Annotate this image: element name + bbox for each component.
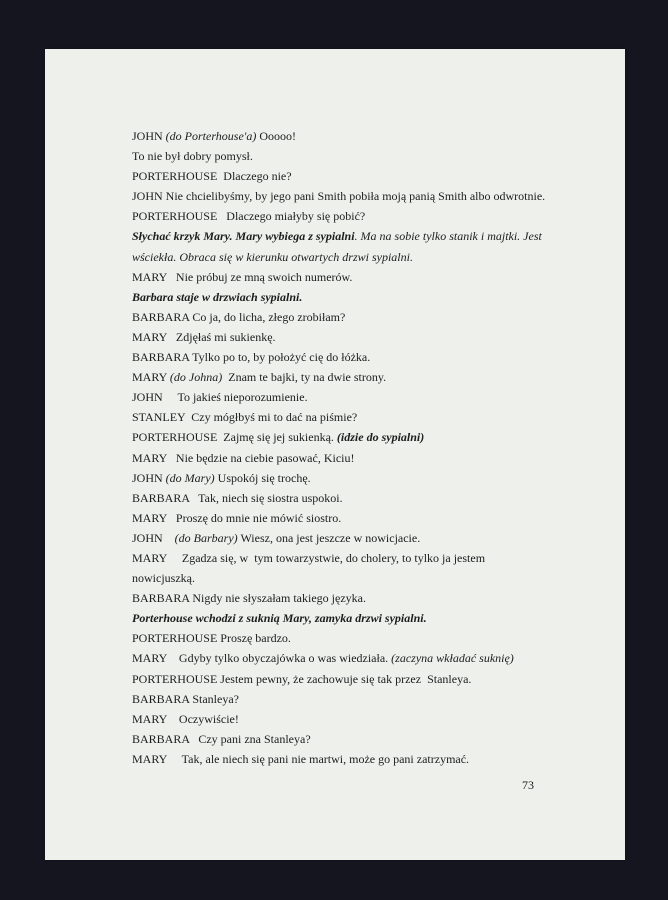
dialogue-text: JOHN To jakieś nieporozumienie.	[132, 390, 308, 405]
dialogue-text: PORTERHOUSE Dlaczego miałyby się pobić?	[132, 209, 366, 224]
dialogue-text: BARBARA Czy pani zna Stanleya?	[132, 731, 311, 746]
dialogue-text: PORTERHOUSE Zajmę się jej sukienką.	[132, 430, 337, 445]
script-line	[132, 186, 552, 206]
script-line	[132, 669, 552, 689]
script-line	[132, 608, 552, 628]
dialogue-text: PORTERHOUSE Proszę bardzo.	[132, 631, 291, 646]
script-line	[132, 709, 552, 729]
dialogue-text: PORTERHOUSE Dlaczego nie?	[132, 169, 292, 184]
script-line	[132, 347, 552, 367]
dialogue-text: To nie był dobry pomysł.	[132, 149, 253, 164]
italic-text: (do Porterhouse'a)	[165, 129, 257, 143]
script-line	[132, 729, 552, 749]
dialogue-text: MARY Oczywiście!	[132, 711, 239, 726]
dialogue-text: MARY Zdjęłaś mi sukienkę.	[132, 329, 276, 344]
script-line	[132, 367, 552, 387]
dialogue-text: Znam te bajki, ty na dwie strony.	[222, 370, 387, 385]
script-line	[132, 126, 552, 146]
dialogue-text: nowicjuszką.	[132, 571, 195, 586]
page-number: 73	[522, 778, 534, 792]
dialogue-text: BARBARA Tylko po to, by położyć cię do łóżka.	[132, 350, 371, 365]
script-line	[132, 407, 552, 427]
italic-text: (do Barbary)	[174, 530, 238, 545]
dialogue-text: JOHN	[132, 530, 175, 545]
dialogue-text: MARY Nie będzie na ciebie pasować, Kiciu!	[132, 450, 355, 465]
dialogue-text: PORTERHOUSE Jestem pewny, że zachowuje się tak przez Stanleya.	[132, 671, 472, 686]
italic-text: wściekła. Obraca się w kierunku otwartych drzwi sypialni.	[132, 249, 413, 264]
script-line	[132, 448, 552, 468]
dialogue-text: Wiesz, ona jest jeszcze w nowicjacie.	[237, 530, 421, 545]
script-line	[132, 628, 552, 648]
script-line	[132, 548, 552, 568]
dialogue-text: Ooooo!	[256, 129, 297, 143]
script-line	[132, 488, 552, 508]
script-line	[132, 146, 552, 166]
script-line	[132, 749, 552, 769]
dialogue-text: STANLEY Czy mógłbyś mi to dać na piśmie?	[132, 410, 358, 425]
dialogue-text: MARY	[132, 370, 170, 385]
dialogue-text: JOHN Nie chcielibyśmy, by jego pani Smith pobiła moją panią Smith albo odwrotnie.	[132, 189, 546, 204]
italic-text: (do Mary)	[165, 470, 215, 485]
script-line	[132, 166, 552, 186]
script-line	[132, 528, 552, 548]
script-line	[132, 689, 552, 709]
stage-direction: Słychać krzyk Mary. Mary wybiega z sypialni	[132, 229, 355, 244]
script-line	[132, 508, 552, 528]
script-line	[132, 568, 552, 588]
dialogue-text: MARY Zgadza się, w tym towarzystwie, do cholery, to tylko ja jestem	[132, 550, 486, 565]
dialogue-text: JOHN	[132, 470, 166, 485]
script-line	[132, 468, 552, 488]
script-line	[132, 387, 552, 407]
dialogue-text: BARBARA Stanleya?	[132, 691, 239, 706]
script-line	[132, 427, 552, 447]
script-line	[132, 226, 552, 246]
script-line	[132, 327, 552, 347]
italic-text: (zaczyna wkładać suknię)	[391, 651, 514, 666]
script-line	[132, 206, 552, 226]
script-line	[132, 648, 552, 668]
script-line	[132, 247, 552, 267]
dialogue-text: MARY Nie próbuj ze mną swoich numerów.	[132, 269, 353, 284]
italic-text: . Ma na sobie tylko stanik i majtki. Jest	[354, 229, 542, 244]
document-page	[45, 49, 625, 860]
script-text	[132, 126, 552, 769]
dialogue-text: JOHN	[132, 129, 166, 143]
italic-text: (do Johna)	[169, 370, 223, 385]
stage-direction: (idzie do sypialni)	[336, 430, 425, 445]
dialogue-text: MARY Gdyby tylko obyczajówka o was wiedziała.	[132, 651, 392, 666]
stage-direction: Barbara staje w drzwiach sypialni.	[132, 289, 303, 304]
dialogue-text: MARY Proszę do mnie nie mówić siostro.	[132, 510, 342, 525]
dialogue-text: BARBARA Co ja, do licha, złego zrobiłam?	[132, 309, 346, 324]
dialogue-text: BARBARA Tak, niech się siostra uspokoi.	[132, 490, 343, 505]
stage-direction: Porterhouse wchodzi z suknią Mary, zamyka drzwi sypialni.	[132, 611, 427, 626]
script-line	[132, 287, 552, 307]
script-line	[132, 267, 552, 287]
dialogue-text: MARY Tak, ale niech się pani nie martwi, może go pani zatrzymać.	[132, 751, 470, 766]
script-line	[132, 307, 552, 327]
dialogue-text: BARBARA Nigdy nie słyszałam takiego języka.	[132, 591, 366, 606]
dialogue-text: Uspokój się trochę.	[214, 470, 311, 485]
script-line	[132, 588, 552, 608]
